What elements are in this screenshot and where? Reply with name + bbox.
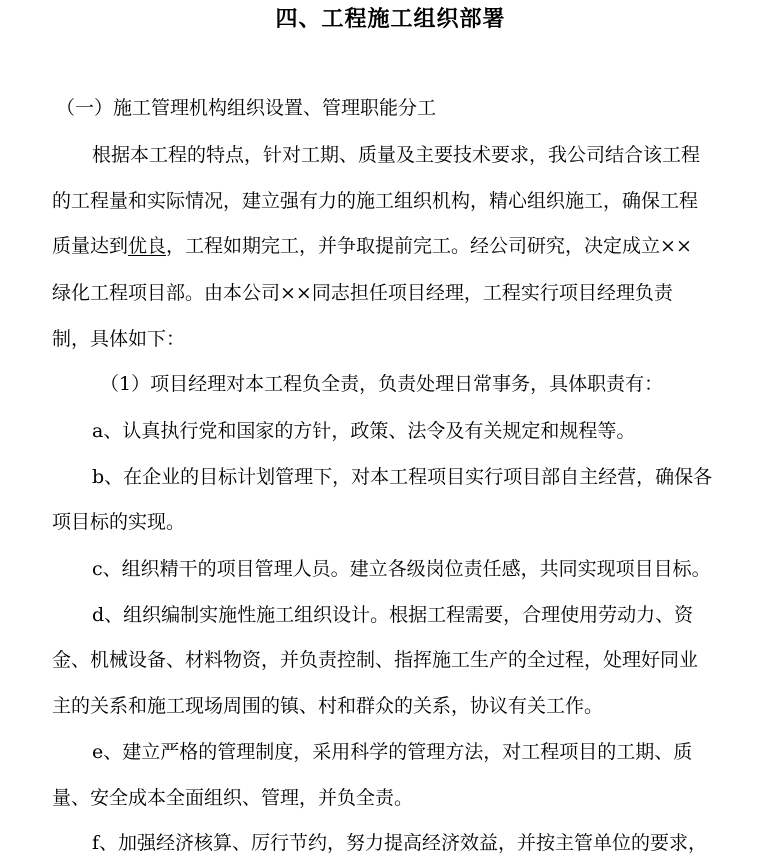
paragraph-line: 制，具体如下：	[52, 328, 186, 350]
duty-b-cont: 项目标的实现。	[52, 511, 186, 533]
text-span: 质量达到	[52, 235, 129, 257]
duty-c: c、组织精干的项目管理人员。建立各级岗位责任感，共同实现项目目标。	[92, 558, 711, 580]
duty-f: f、加强经济核算、厉行节约，努力提高经济效益，并按主管单位的要求，	[92, 832, 708, 854]
duty-e: e、建立严格的管理制度，采用科学的管理方法，对工程项目的工期、质	[92, 741, 693, 763]
page-title: 四、工程施工组织部署	[275, 6, 506, 32]
paragraph-line	[52, 232, 692, 260]
text-span: ，工程如期完工，并争取提前完工。经公司研究，决定成立××	[166, 235, 692, 257]
duty-e-cont: 量、安全成本全面组织、管理，并负全责。	[52, 787, 414, 809]
paragraph-line: 根据本工程的特点，针对工期、质量及主要技术要求，我公司结合该工程	[92, 144, 701, 166]
duty-a: a、认真执行党和国家的方针，政策、法令及有关规定和规程等。	[92, 420, 636, 442]
duty-d: d、组织编制实施性施工组织设计。根据工程需要，合理使用劳动力、资	[92, 604, 694, 626]
item-heading: （1）项目经理对本工程负全责，负责处理日常事务，具体职责有：	[100, 373, 664, 395]
duty-d-cont: 金、机械设备、材料物资，并负责控制、指挥施工生产的全过程，处理好同业	[52, 649, 699, 671]
paragraph-line: 绿化工程项目部。由本公司××同志担任项目经理，工程实行项目经理负责	[52, 282, 673, 304]
duty-d-cont: 主的关系和施工现场周围的镇、村和群众的关系，协议有关工作。	[52, 695, 604, 717]
underlined-text: 优良	[128, 235, 167, 257]
paragraph-line: 的工程量和实际情况，建立强有力的施工组织机构，精心组织施工，确保工程	[52, 190, 699, 212]
duty-b: b、在企业的目标计划管理下，对本工程项目实行项目部自主经营，确保各	[92, 466, 713, 488]
section-heading: （一）施工管理机构组织设置、管理职能分工	[56, 97, 437, 119]
